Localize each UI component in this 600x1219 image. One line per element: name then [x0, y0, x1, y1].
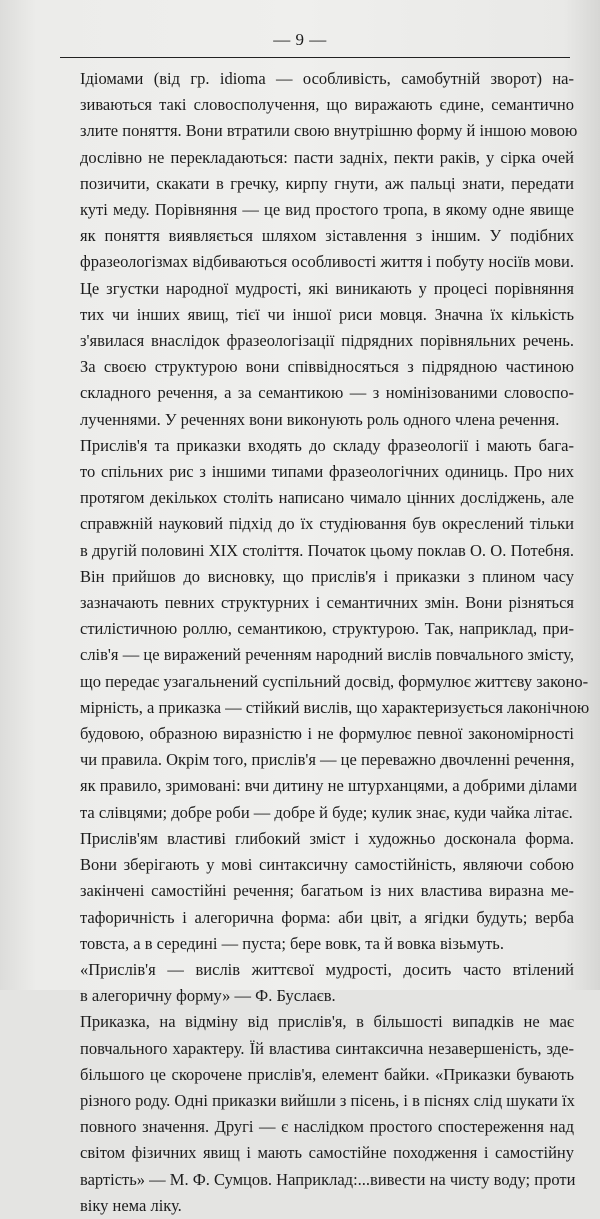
- paragraph: [62, 1009, 574, 1219]
- text-line: Ідіомами (від гр. idioma — особливість, самобутній зворот) на-: [80, 69, 574, 88]
- text-line: мірність, а приказка — стійкий вислів, що характеризується лаконічною: [80, 697, 590, 717]
- text-line: фразеологізмах відбиваються особливості життя і побуту носіїв мови.: [80, 252, 574, 272]
- text-line: з'явилася внаслідок фразеологізації підрядних порівняльних речень.: [80, 331, 574, 351]
- text-line: тафоричність і алегорична форма: аби цвіт, а ягідки будуть; верба: [80, 907, 574, 927]
- text-line: різного роду. Одні приказки вийшли з пісень, і в піснях слід шукати їх: [80, 1090, 575, 1110]
- text-line: позичити, скакати в гречку, кирпу гнути, аж пальці знати, передати: [80, 173, 574, 193]
- text-line: та слівцями; добре роби — добре й буде; кулик знає, куди чайка літає.: [80, 802, 573, 822]
- text-line: зазначають певних структурних і семантичних змін. Вони різняться: [80, 593, 574, 613]
- text-line: як поняття виявляється шляхом зіставлення з іншим. У подібних: [80, 226, 574, 246]
- text-line: лученнями. У реченнях вони виконують роль одного члена речення.: [80, 409, 560, 429]
- text-line: Приказка, на відміну від прислів'я, в більшості випадків не має: [80, 1012, 574, 1032]
- text-line: то спільних рис з іншими типами фразеологічних одиниць. Про них: [80, 462, 574, 482]
- text-line: повного значення. Другі — є наслідком простого спостереження над: [80, 1117, 574, 1137]
- paragraph: [62, 826, 574, 957]
- text-line: злите поняття. Вони втратили свою внутрішню форму й іншою мовою: [80, 121, 578, 141]
- text-line: повчального характеру. Їй властива синтаксична незавершеність, зде-: [80, 1038, 574, 1058]
- text-line: дослівно не перекладаються: пасти задніх, пекти раків, у сірка очей: [80, 147, 574, 167]
- text-line: товста, а в середині — пуста; бере вовк, та й вовка візьмуть.: [80, 933, 504, 953]
- paragraph: [62, 433, 590, 826]
- text-line: що передає узагальнений суспільний досвід, формулює життєву законо-: [80, 671, 589, 691]
- text-line: складного речення, а за семантикою — з номінізованими словоспо-: [80, 383, 574, 403]
- text-line: як правило, зримовані: вчи дитину не штурханцями, а добрими ділами: [80, 776, 578, 796]
- text-line: протягом декількох століть написано чимало цінних досліджень, але: [80, 488, 574, 508]
- body-text: [62, 66, 590, 1219]
- text-line: закінчені самостійні речення; багатьом із них властива виразна ме-: [80, 881, 574, 901]
- text-line: Він прийшов до висновку, що прислів'я і приказки з плином часу: [80, 566, 574, 586]
- text-line: Це згустки народної мудрості, які виникають у процесі порівняння: [80, 278, 574, 298]
- text-line: в алегоричну форму» — Ф. Буслаєв.: [80, 986, 336, 1006]
- paragraph: [62, 957, 574, 1009]
- text-line: зиваються такі словосполучення, що виражають єдине, семантично: [80, 95, 574, 115]
- text-line: будовою, образною виразністю і не формулює певної закономірності: [80, 724, 574, 744]
- text-line: справжній науковий підхід до їх студіювання був окреслений тільки: [80, 514, 574, 534]
- header-rule: [60, 57, 570, 58]
- text-line: слів'я — це виражений реченням народний вислів повчального змісту,: [80, 645, 574, 665]
- text-line: в другій половині XIX століття. Початок цьому поклав О. О. Потебня.: [80, 540, 574, 560]
- text-line: Прислів'ям властиві глибокий зміст і художньо досконала форма.: [80, 828, 574, 848]
- text-line: Прислів'я та приказки входять до складу фразеології і мають бага-: [80, 435, 574, 455]
- text-line: куті меду. Порівняння — це вид простого тропа, в якому одне явище: [80, 200, 574, 220]
- text-line: світом фізичних явищ і мають самостійне походження і самостійну: [80, 1143, 574, 1163]
- paragraph: [62, 66, 578, 433]
- text-line: чи правила. Окрім того, прислів'я — це переважно двочленні речення,: [80, 750, 575, 770]
- text-line: тих чи інших явищ, тієї чи іншої риси мовця. Значна їх кількість: [80, 304, 574, 324]
- page-number: — 9 —: [273, 30, 327, 49]
- text-line: вартість» — М. Ф. Сумцов. Наприклад:...вивести на чисту воду; проти: [80, 1169, 576, 1189]
- text-line: стилістичною роллю, семантикою, структурою. Так, наприклад, при-: [80, 619, 574, 639]
- text-line: більшого це скорочене прислів'я, елемент байки. «Приказки бувають: [80, 1064, 574, 1084]
- text-line: Вони зберігають у мові синтаксичну самостійність, являючи собою: [80, 855, 574, 875]
- text-line: «Прислів'я — вислів життєвої мудрості, досить часто втілений: [80, 959, 574, 979]
- text-line: віку нема ліку.: [80, 1195, 182, 1215]
- text-line: За своєю структурою вони співвідносяться з підрядною частиною: [80, 357, 574, 377]
